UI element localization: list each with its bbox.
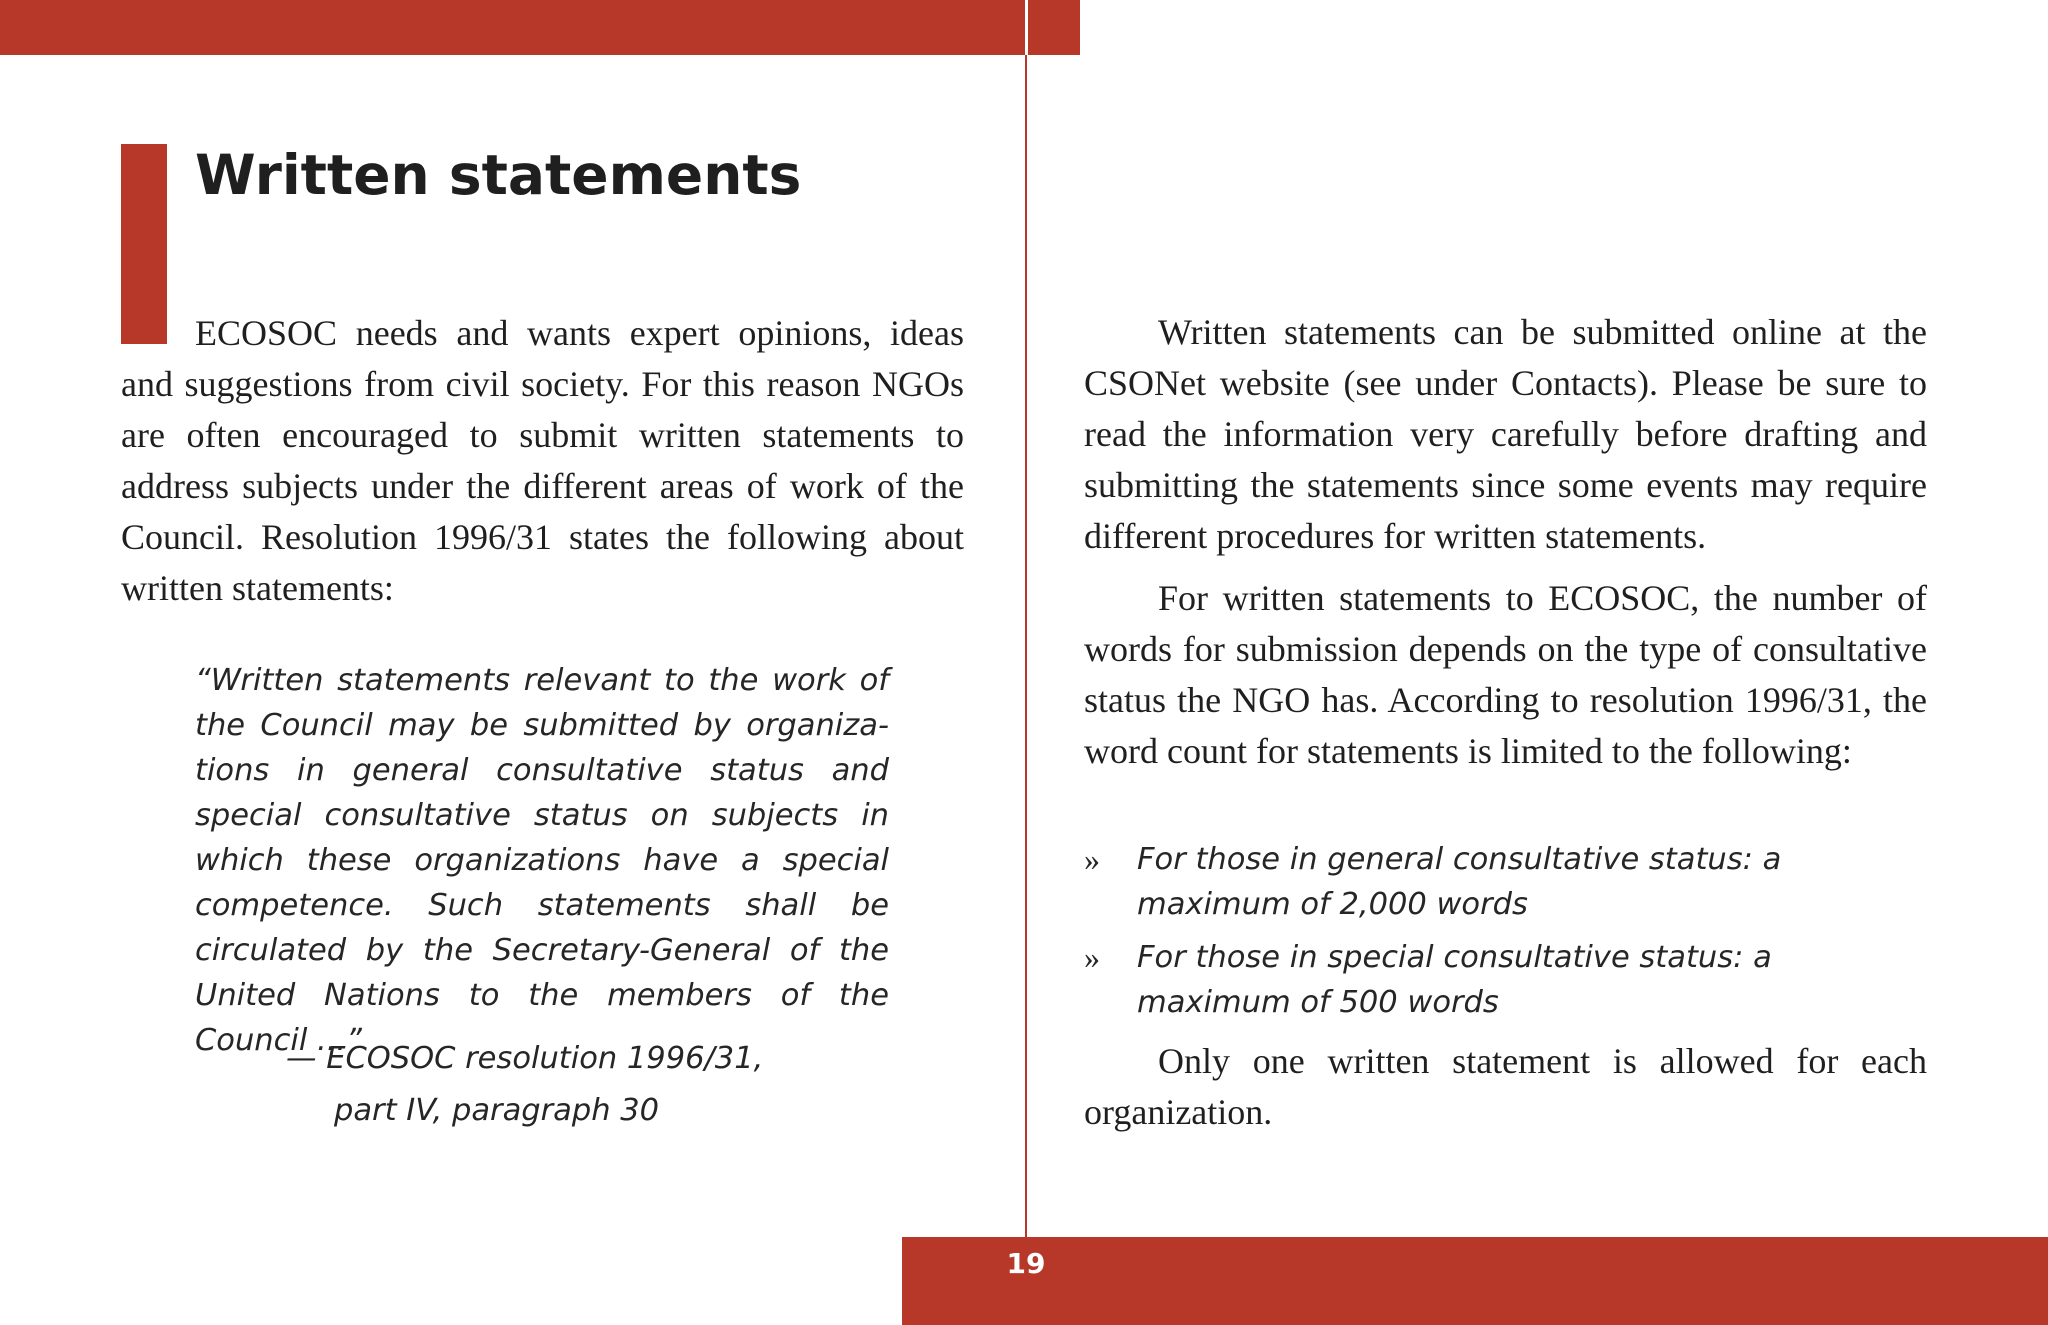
bottom-accent-bar: [902, 1237, 2048, 1325]
page-number: 19: [1006, 1247, 1046, 1280]
list-item: [1084, 935, 1927, 1025]
online-submission-paragraph: Written statements can be submitted online at the CSONet website (see under Contacts). Please be sure to read the information very carefully before drafting and submitting the statements since some events may require different procedures for written statements.: [1084, 312, 1927, 556]
top-accent-bar: [0, 0, 1080, 55]
citation-line-2: part IV, paragraph 30: [334, 1093, 660, 1128]
top-bar-divider: [1025, 0, 1028, 55]
intro-paragraph: ECOSOC needs and wants expert opinions, ideas and suggestions from civil society. For this reason NGOs are often encouraged to submit written statements to address subjects under the different areas of work of the Council. Resolution 1996/31 states the following about written statements:: [121, 313, 964, 608]
list-item: [1084, 837, 1927, 927]
center-divider-line: [1025, 55, 1027, 1237]
quote-citation: [286, 1033, 936, 1137]
bullet-text: For those in general consultative status: a maximum of 2,000 words: [1137, 842, 1782, 922]
bullet-text: For those in special consultative status: a maximum of 500 words: [1137, 940, 1772, 1020]
citation-line-1: — ECOSOC resolution 1996/31,: [286, 1041, 764, 1076]
bullet-marker: »: [1084, 841, 1100, 877]
section-heading: Written statements: [195, 143, 802, 207]
one-statement-paragraph: Only one written statement is allowed for each organization.: [1084, 1041, 1927, 1132]
resolution-quote: “Written statements relevant to the work of the Council may be submitted by organizations in general consultative status and special consultative status on subjects in which these organizations have a special competence. Such statements shall be circulated by the Secretary-General of the United Nations to the members of the Council ...”: [195, 663, 889, 1058]
word-limit-list: [1084, 837, 1927, 1033]
word-count-paragraph: For written statements to ECOSOC, the number of words for submission depends on the type of consultative status the NGO has. According to resolution 1996/31, the word count for statements is limited to the following:: [1084, 578, 1927, 771]
bullet-marker: »: [1084, 939, 1100, 975]
